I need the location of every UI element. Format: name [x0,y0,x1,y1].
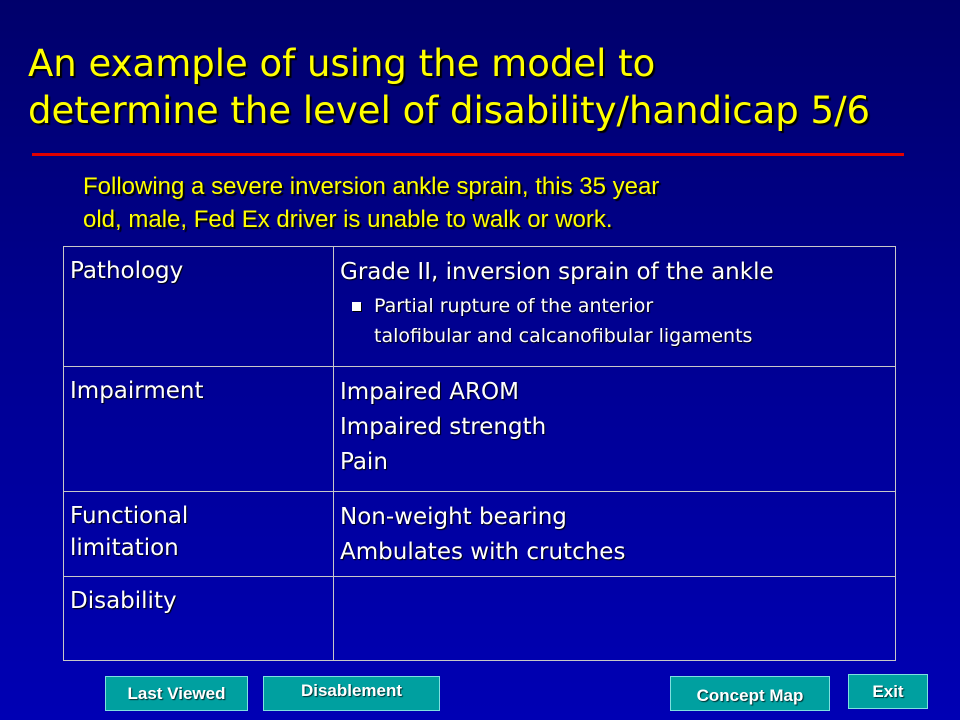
list-item [350,291,889,351]
impairment-item: Impaired AROM [340,379,519,405]
exit-button[interactable]: Exit [848,674,928,709]
table-row-disability [64,577,896,661]
disablement-button[interactable]: Disablement [263,676,440,711]
table-row-impairment [64,367,896,492]
disablement-model-table [63,246,896,661]
slide-title-line-1: An example of using the model to [28,42,656,85]
row-label-text: Disability [70,588,177,614]
row-content-impairment [334,367,896,492]
row-label-impairment [64,367,334,492]
row-label-text: Pathology [70,258,184,284]
row-label-functional-limitation [64,492,334,577]
pathology-bullet-list [350,291,889,351]
row-content-pathology [334,247,896,367]
row-label-line-2: limitation [70,535,179,561]
slide-title [28,40,948,134]
case-description [83,170,883,236]
case-description-line-1: Following a severe inversion ankle sprain, this 35 year [83,173,660,200]
row-content-disability [334,577,896,661]
bullet-text-line-2: talofibular and calcanofibular ligaments [374,325,753,347]
slide-title-line-2: determine the level of disability/handicap 5/6 [28,89,871,132]
row-label-text: Impairment [70,378,204,404]
case-description-line-2: old, male, Fed Ex driver is unable to walk or work. [83,206,613,233]
title-underline-divider [32,153,904,156]
last-viewed-button[interactable]: Last Viewed [105,676,248,711]
row-content-functional-limitation [334,492,896,577]
impairment-item: Pain [340,449,388,475]
impairment-item: Impaired strength [340,414,547,440]
bullet-text-line-1: Partial rupture of the anterior [374,295,654,317]
pathology-detail: Grade II, inversion sprain of the ankle [340,259,774,285]
row-label-line-1: Functional [70,503,189,529]
functional-limitation-item: Ambulates with crutches [340,539,626,565]
functional-limitation-item: Non-weight bearing [340,504,567,530]
row-label-pathology [64,247,334,367]
concept-map-button[interactable]: Concept Map [670,676,830,711]
table-row-functional-limitation [64,492,896,577]
table-row-pathology [64,247,896,367]
row-label-disability [64,577,334,661]
square-bullet-icon [352,302,361,311]
